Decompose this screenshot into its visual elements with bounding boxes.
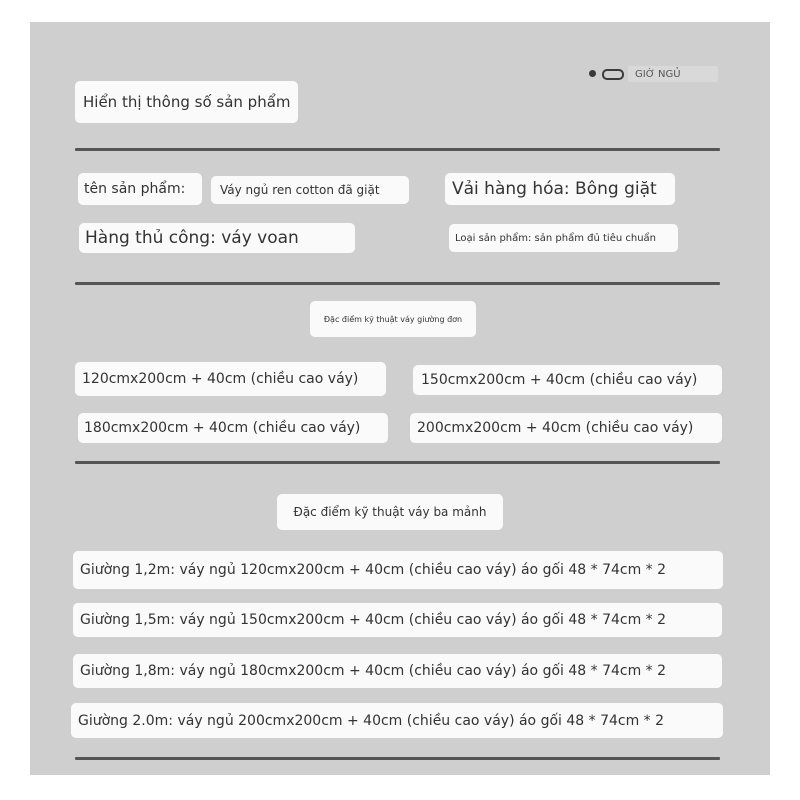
three-piece-title: Đặc điểm kỹ thuật váy ba mảnh — [277, 494, 503, 530]
indicator-label: GIỜ NGỦ — [628, 66, 718, 82]
three-piece-row-1-8m: Giường 1,8m: váy ngủ 180cmx200cm + 40cm (chiều cao váy) áo gối 48 * 74cm * 2 — [73, 654, 722, 688]
divider-3 — [75, 461, 720, 464]
single-size-200: 200cmx200cm + 40cm (chiều cao váy) — [410, 413, 722, 443]
product-name-value: Váy ngủ ren cotton đã giặt — [211, 176, 409, 204]
product-name-label: tên sản phẩm: — [78, 173, 202, 205]
three-piece-row-1-5m: Giường 1,5m: váy ngủ 150cmx200cm + 40cm (chiều cao váy) áo gối 48 * 74cm * 2 — [73, 603, 722, 637]
page-title: Hiển thị thông số sản phẩm — [75, 81, 298, 123]
divider-2 — [75, 282, 720, 285]
craft-info: Hàng thủ công: váy voan — [79, 223, 355, 253]
fabric-info: Vải hàng hóa: Bông giặt — [445, 173, 675, 205]
three-piece-row-1-2m: Giường 1,2m: váy ngủ 120cmx200cm + 40cm (chiều cao váy) áo gối 48 * 74cm * 2 — [73, 551, 723, 589]
single-size-150: 150cmx200cm + 40cm (chiều cao váy) — [413, 365, 722, 395]
divider-1 — [75, 148, 720, 151]
dot-icon — [589, 70, 596, 77]
product-type-info: Loại sản phẩm: sản phẩm đủ tiêu chuẩn — [449, 224, 678, 252]
divider-4 — [75, 757, 720, 760]
single-size-120: 120cmx200cm + 40cm (chiều cao váy) — [75, 362, 386, 396]
toggle-icon — [602, 69, 624, 80]
top-indicator — [588, 66, 720, 82]
single-size-180: 180cmx200cm + 40cm (chiều cao váy) — [78, 413, 388, 443]
single-skirt-title: Đặc điểm kỹ thuật váy giường đơn — [310, 301, 476, 337]
three-piece-row-2-0m: Giường 2.0m: váy ngủ 200cmx200cm + 40cm (chiều cao váy) áo gối 48 * 74cm * 2 — [71, 703, 723, 738]
